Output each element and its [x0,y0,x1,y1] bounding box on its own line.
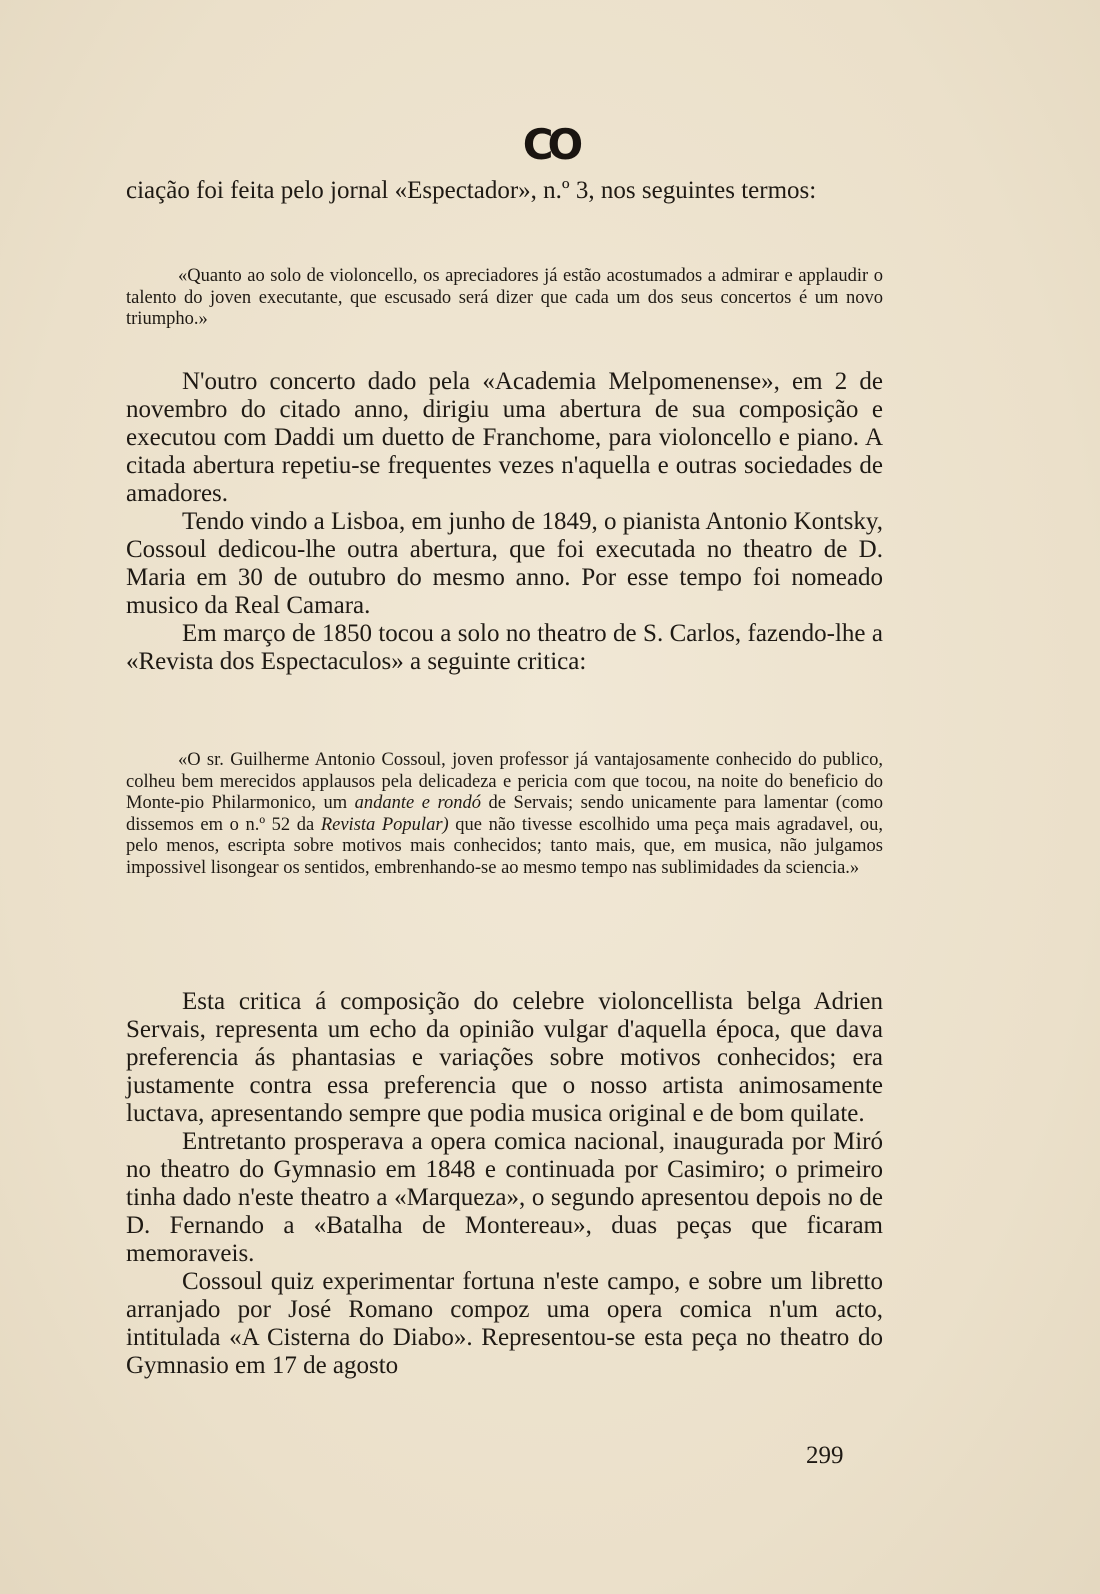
quote-revista-title-2: Revista Popular) [320,814,449,835]
paragraph-kontsky: Tendo vindo a Lisboa, em junho de 1849, o pianista Antonio Kontsky, Cossoul dedicou-lhe outra abertura, que foi executada no theatro de D. Maria em 30 de outubro do mesmo anno. Por esse tempo foi nomeado musico da Real Camara. [126,508,883,619]
quote-revista-title-1: andante e rondó [354,793,482,813]
paragraph-servais: Esta critica á composição do celebre violoncellista belga Adrien Servais, representa um echo da opinião vulgar d'aquella época, que dava preferencia ás phantasias e variações sobre motivos conhecidos; era justamente contra essa preferencia que o nosso artista animosamente luctava, apresentando sempre que podia musica original e de bom quilate. [126,988,883,1127]
quote-revista-part-2: de Servais; sendo unicamente para lamentar (como dissemos em o n.º 52 da [126,793,884,835]
page-number: 299 [806,1442,844,1469]
paragraph-opera-comica: Entretanto prosperava a opera comica nacional, inaugurada por Miró no theatro do Gymnasio em 1848 e continuada por Casimiro; o primeiro tinha dado n'este theatro a «Marqueza», o segundo apresentou depois no de D. Fernando a «Batalha de Montereau», duas peças que ficaram memoraveis. [126,1128,883,1267]
quote-revista-part-3: que não tivesse escolhido uma peça mais agradavel, ou, pelo menos, escripta sobre motivos mais conhecidos; tanto mais, que, em musica, não julgamos impossivel lisongear os sentidos, embrenhando-se ao mesmo tempo nas sublimidades da sciencia.» [126,814,884,878]
quote-espectador: «Quanto ao solo de violoncello, os apreciadores já estão acostumados a admirar e applaudir o talento do joven executante, que escusado será dizer que cada um dos seus concertos é um novo triumpho.» [126,266,883,329]
paragraph-sao-carlos: Em março de 1850 tocou a solo no theatro de S. Carlos, fazendo-lhe a «Revista dos Espectaculos» a seguinte critica: [126,620,883,675]
paragraph-cisterna: Cossoul quiz experimentar fortuna n'este campo, e sobre um libretto arranjado por José Romano compoz uma opera comica n'um acto, intitulada «A Cisterna do Diabo». Representou-se esta peça no theatro do Gymnasio em 17 de agosto [126,1268,883,1379]
text-block-top [126,177,883,205]
text-block-middle [126,368,883,676]
quote-revista [126,750,883,879]
header-ornament: CO [522,120,578,169]
text-block-bottom [126,988,883,1380]
paragraph-academia: N'outro concerto dado pela «Academia Melpomenense», em 2 de novembro do citado anno, dirigiu uma abertura de sua composição e executou com Daddi um duetto de Franchome, para violoncello e piano. A citada abertura repetiu-se frequentes vezes n'aquella e outras sociedades de amadores. [126,368,883,507]
quote-block-1 [126,266,883,331]
quote-revista-part-1: «O sr. Guilherme Antonio Cossoul, joven professor já vantajosamente conhecido do publico, colheu bem merecidos applausos pela delicadeza e pericia com que tocou, na noite do beneficio do Monte-pio Philarmonico, um [126,750,883,813]
paragraph-continuation: ciação foi feita pelo jornal «Espectador», n.º 3, nos seguintes termos: [126,177,817,204]
quote-block-2 [126,750,883,879]
